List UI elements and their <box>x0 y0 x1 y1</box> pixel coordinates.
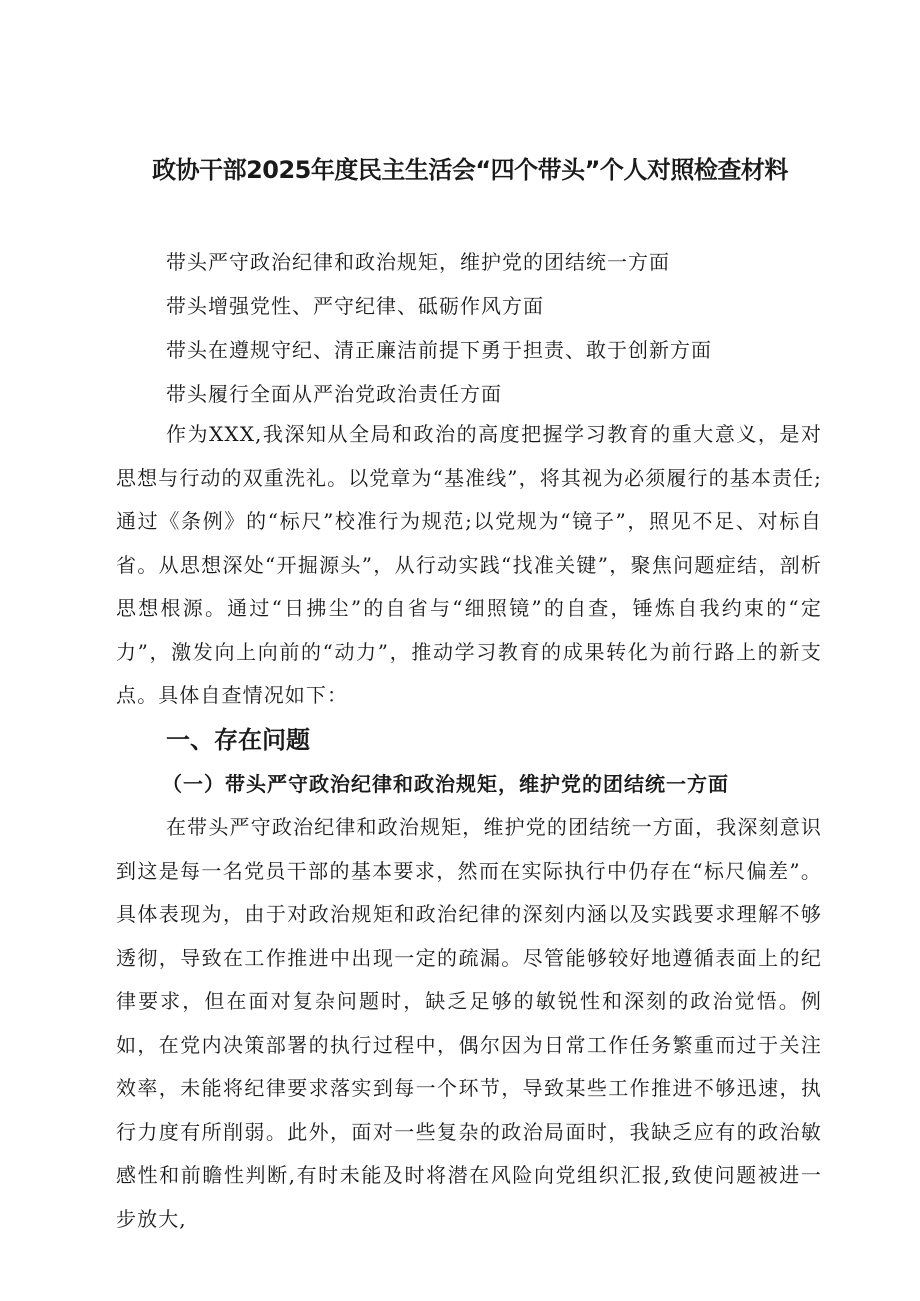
topic-list <box>166 240 712 416</box>
document-title: 政协干部2025年度民主生活会“四个带头”个人对照检查材料 <box>152 156 788 184</box>
topic-item: 带头在遵规守纪、清正廉洁前提下勇于担责、敢于创新方面 <box>166 338 712 362</box>
topic-item: 带头增强党性、严守纪律、砥砺作风方面 <box>166 294 544 318</box>
section-heading: 一、存在问题 <box>166 726 310 754</box>
topic-item: 带头严守政治纪律和政治规矩，维护党的团结统一方面 <box>166 250 670 274</box>
intro-paragraph: 作为XXX,我深知从全局和政治的高度把握学习教育的重大意义，是对思想与行动的双重洗礼。以党章为“基准线”，将其视为必须履行的基本责任;通过《条例》的“标尺”校准行为规范;以党规为“镜子”，照见不足、对标自省。从思想深处“开掘源头”，从行动实践“找准关键”，聚焦问题症结，剖析思想根源。通过“日拂尘”的自省与“细照镜”的自查，锤炼自我约束的“定力”，激发向上向前的“动力”，推动学习教育的成果转化为前行路上的新支点。具体自查情况如下： <box>116 422 822 707</box>
body-paragraph: 在带头严守政治纪律和政治规矩，维护党的团结统一方面，我深刻意识到这是每一名党员干部的基本要求，然而在实际执行中仍存在“标尺偏差”。具体表现为，由于对政治规矩和政治纪律的深刻内涵以及实践要求理解不够透彻，导致在工作推进中出现一定的疏漏。尽管能够较好地遵循表面上的纪律要求，但在面对复杂问题时，缺乏足够的敏锐性和深刻的政治觉悟。例如，在党内决策部署的执行过程中，偶尔因为日常工作任务繁重而过于关注效率，未能将纪律要求落实到每一个环节，导致某些工作推进不够迅速，执行力度有所削弱。此外，面对一些复杂的政治局面时，我缺乏应有的政治敏感性和前瞻性判断,有时未能及时将潜在风险向党组织汇报,致使问题被进一步放大, <box>116 815 822 1231</box>
subsection-heading: （一）带头严守政治纪律和政治规矩，维护党的团结统一方面 <box>162 772 729 796</box>
topic-item: 带头履行全面从严治党政治责任方面 <box>166 382 502 406</box>
